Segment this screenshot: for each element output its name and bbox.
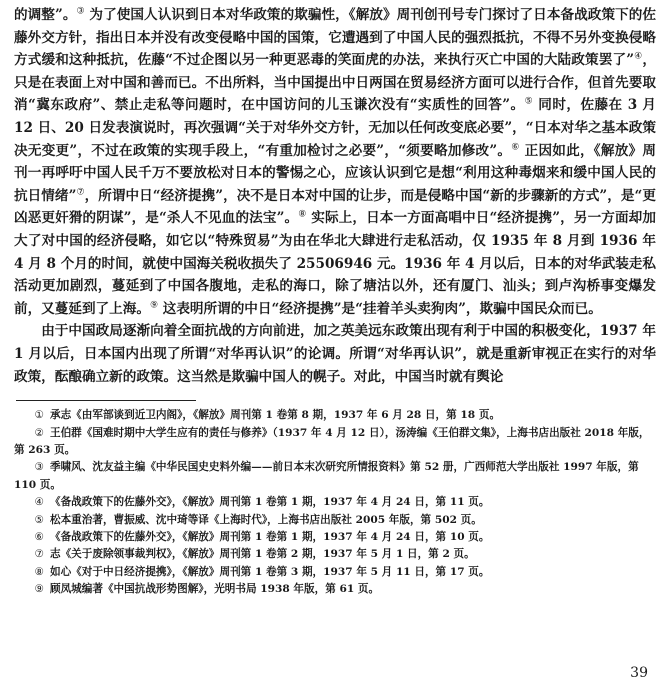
footnote-number: ③	[34, 461, 44, 474]
text-run: 正因如此，《解放》周刊一再呼吁中国人民千万不要放松对日本的警惕之心，应该认识到它是想“利用这种毒烟来和缓中国人民的抗日情绪”	[14, 142, 657, 204]
footnote-text: 王伯群《国难时期中大学生应有的责任与修养》（1937 年 4 月 12 日），汤涛编《王伯群文集》，上海书店出版社 2018 年版，第 263 页。	[14, 426, 650, 456]
text-run: 为了使国人认识到日本对华政策的欺骗性，《解放》周刊创刊号专门探讨了日本备战政策下的佐藤外交方针，指出日本并没有改变侵略中国的国策，它遭遇到了中国人民的强烈抵抗，不得不另外变换侵略方式缓和这种抵抗，佐藤“不过企图以另一种更恶毒的笑面虎的办法，来执行灭亡中国的大陆政策罢了”	[14, 7, 656, 69]
footnote-marker: ⑦	[76, 187, 85, 198]
footnote-number: ④	[34, 496, 44, 509]
footnote-list	[14, 407, 656, 598]
footnote-text: 顾凤城编著《中国抗战形势图解》，光明书局 1938 年版，第 61 页。	[50, 583, 380, 596]
footnote-text: 《备战政策下的佐藤外交》，《解放》周刊第 1 卷第 1 期，1937 年 4 月 24 日，第 11 页。	[50, 496, 490, 509]
footnote-item	[14, 546, 656, 563]
footnote-marker: ⑧	[298, 209, 307, 220]
text-run: 的调整”。	[14, 7, 77, 23]
footnote-item	[14, 529, 656, 546]
footnote-item	[14, 494, 656, 511]
footnote-marker: ⑨	[149, 300, 159, 311]
body-text	[14, 4, 656, 388]
text-run: ，只是在表面上对中国和善而已。不出所料，当中国提出中日两国在贸易经济方面可以进行合作，但首先要取消“冀东政府”、禁止走私等问题时，在中国访问的儿玉谦次没有“实质性的回答”。	[14, 52, 656, 114]
footnote-separator	[16, 400, 196, 401]
footnote-text: 《备战政策下的佐藤外交》，《解放》周刊第 1 卷第 1 期，1937 年 4 月 24 日，第 10 页。	[50, 530, 490, 543]
footnote-number: ⑨	[34, 583, 44, 596]
text-run: 实际上，日本一方面高唱中日“经济提携”，另一方面却加大了对中国的经济侵略，如它以“特殊贸易”为由在华北大肆进行走私活动，仅 1935 年 8 月到 1936 年 4 月 8 个月的时间，就使中国海关税收损失了 25506946 元。1936 年 4 月以后，日本的对华武装走私活动更加剧烈，蔓延到了中国各腹地，走私的海口，除了塘沽以外，还有厦门、汕头；到卢沟桥事变爆发前，又蔓延到了上海。	[14, 210, 656, 317]
text-run: 同时，佐藤在 3 月 12 日、20 日发表演说时，再次强调“关于对华外交方针，无加以任何改变底必要”，“日本对华之基本政策决无变更”，不过在政策的实现手段上，“有重加检讨之必要”，“须要略加修改”。	[14, 97, 656, 159]
footnote-marker: ④	[634, 51, 643, 62]
footnote-number: ⑧	[34, 565, 44, 578]
body-paragraph	[14, 320, 656, 388]
footnote-text: 松本重治著，曹振威、沈中琦等译《上海时代》，上海书店出版社 2005 年版，第 502 页。	[50, 513, 482, 526]
footnote-number: ⑥	[34, 530, 44, 543]
footnote-item	[14, 581, 656, 598]
footnote-text: 承志《由军部谈到近卫内阁》，《解放》周刊第 1 卷第 8 期，1937 年 6 月 28 日，第 18 页。	[50, 409, 501, 422]
text-run: ，所谓中日“经济提携”，决不是日本对中国的让步，而是侵略中国“新的步骤新的方式”，是“更凶恶更奸猾的阴谋”，是“杀人不见血的法宝”。	[14, 187, 656, 227]
footnote-marker: ⑤	[524, 96, 534, 107]
footnote-number: ⑤	[34, 513, 44, 526]
footnote-item	[14, 459, 656, 494]
footnote-number: ①	[34, 409, 44, 422]
footnote-number: ②	[34, 426, 44, 439]
footnote-item	[14, 564, 656, 581]
body-paragraph	[14, 4, 656, 320]
footnote-text: 季啸风、沈友益主编《中华民国史史料外编——前日本末次研究所情报资料》第 52 册，广西师范大学出版社 1997 年版，第 110 页。	[14, 461, 639, 491]
text-run: 这表明所谓的中日“经济提携”是“挂着羊头卖狗肉”，欺骗中国民众而已。	[158, 300, 602, 317]
footnote-number: ⑦	[34, 548, 44, 561]
footnote-item	[14, 407, 656, 424]
footnote-item	[14, 512, 656, 529]
footnote-text: 如心《对于中日经济提携》，《解放》周刊第 1 卷第 3 期，1937 年 5 月 11 日，第 17 页。	[50, 565, 490, 578]
footnote-marker: ⑥	[511, 142, 520, 153]
footnote-text: 志《关于废除领事裁判权》，《解放》周刊第 1 卷第 2 期，1937 年 5 月 1 日，第 2 页。	[50, 548, 475, 561]
footnote-item	[14, 425, 656, 460]
footnote-marker: ③	[76, 6, 85, 17]
text-run: 由于中国政局逐渐向着全面抗战的方向前进，加之英美远东政策出现有利于中国的积极变化，1937 年 1 月以后，日本国内出现了所谓“对华再认识”的论调。所谓“对华再认识”，就是重新审视正在实行的对华政策，酝酿确立新的政策。这当然是欺骗中国人的幌子。对此，中国当时就有舆论	[14, 323, 656, 385]
page-number: 39	[630, 665, 648, 681]
